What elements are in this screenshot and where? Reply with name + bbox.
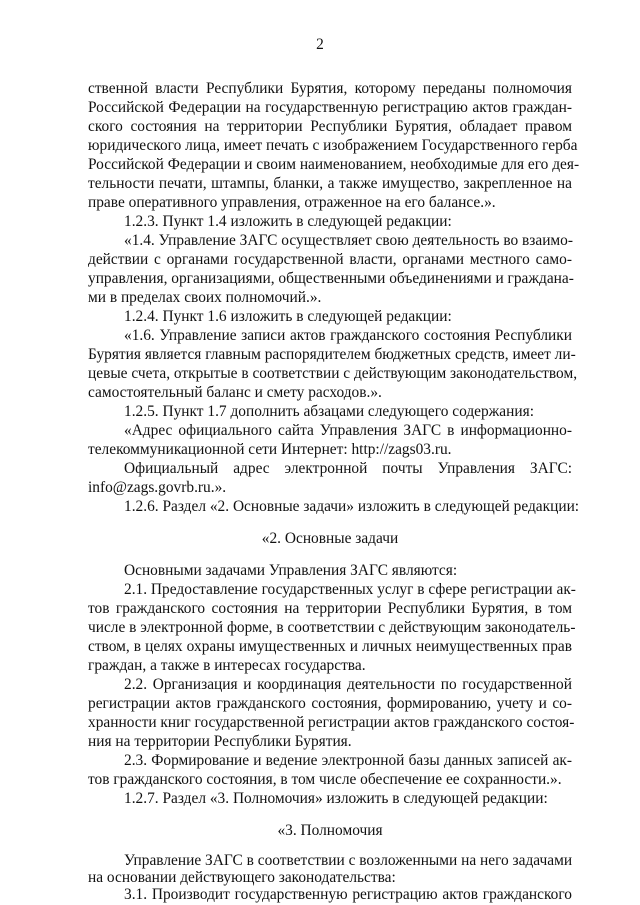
text-line: «1.6. Управление записи актов гражданского состояния Республики [124,327,572,344]
text-line: 1.2.6. Раздел «2. Основные задачи» изложить в следующей редакции: [124,498,580,515]
text-line: самостоятельный баланс и смету расходов.». [88,384,382,401]
text-line: тельности печати, штампы, бланки, а также имущество, закрепленное на [88,175,572,192]
text-line: 1.2.5. Пункт 1.7 дополнить абзацами следующего содержания: [124,403,534,420]
text-line: «1.4. Управление ЗАГС осуществляет свою деятельность во взаимо- [124,232,573,249]
text-line: телекоммуникационной сети Интернет: http://zags03.ru. [88,441,452,458]
text-line: хранности книг государственной регистрации актов гражданского состоя- [88,714,575,731]
text-line: 3.1. Производит государственную регистрацию актов гражданского [124,886,572,903]
text-line: тов гражданского состояния на территории Республики Бурятия, в том [88,600,572,617]
text-line: Управление ЗАГС в соответствии с возложенными на него задачами [124,852,573,869]
text-line: 1.2.7. Раздел «3. Полномочия» изложить в следующей редакции: [124,790,548,807]
text-line: действии с органами государственной власти, органами местного само- [88,251,572,268]
text-line: Российской Федерации на государственную регистрацию актов граждан- [88,99,572,116]
text-line: управления, организациями, общественными объединениями и граждана- [88,270,574,287]
text-line: 1.2.3. Пункт 1.4 изложить в следующей редакции: [124,213,452,230]
text-line: юридического лица, имеет печать с изображением Государственного герба [88,137,578,154]
text-line: Бурятия является главным распорядителем бюджетных средств, имеет ли- [88,346,576,363]
text-line: info@zags.govrb.ru.». [88,479,227,496]
text-line: Основными задачами Управления ЗАГС являются: [124,562,458,579]
text-line: ством, в целях охраны имущественных и личных неимущественных прав [88,638,572,655]
text-line: 2.1. Предоставление государственных услуг в сфере регистрации ак- [124,581,576,598]
section-heading: «2. Основные задачи [261,530,399,547]
text-line: ми в пределах своих полномочий.». [88,289,322,306]
text-line: праве оперативного управления, отраженное на его балансе.». [88,194,496,211]
text-line: ственной власти Республики Бурятия, которому переданы полномочия [88,80,572,97]
text-line: Российской Федерации и своим наименованием, необходимые для его дея- [88,156,580,173]
text-line: на основании действующего законодательства: [88,869,396,886]
text-line: 2.3. Формирование и ведение электронной базы данных записей ак- [124,752,572,769]
page-number: 2 [316,36,324,53]
text-line: Официальный адрес электронной почты Управления ЗАГС: [124,460,572,477]
text-line: регистрации актов гражданского состояния, формированию, учету и со- [88,695,572,712]
text-line: ского состояния на территории Республики Бурятия, обладает правом [88,118,572,135]
text-line: цевые счета, открытые в соответствии с действующим законодательством, [88,365,578,382]
text-line: 2.2. Организация и координация деятельности по государственной [124,676,572,693]
text-line: 1.2.4. Пункт 1.6 изложить в следующей редакции: [124,308,452,325]
section-heading: «3. Полномочия [277,822,383,839]
text-line: ния на территории Республики Бурятия. [88,733,352,750]
text-line: числе в электронной форме, в соответствии с действующим законодатель- [88,619,576,636]
text-line: «Адрес официального сайта Управления ЗАГС в информационно- [124,422,572,439]
text-line: граждан, а также в интересах государства. [88,657,366,674]
text-line: тов гражданского состояния, в том числе обеспечение ее сохранности.». [88,771,562,788]
